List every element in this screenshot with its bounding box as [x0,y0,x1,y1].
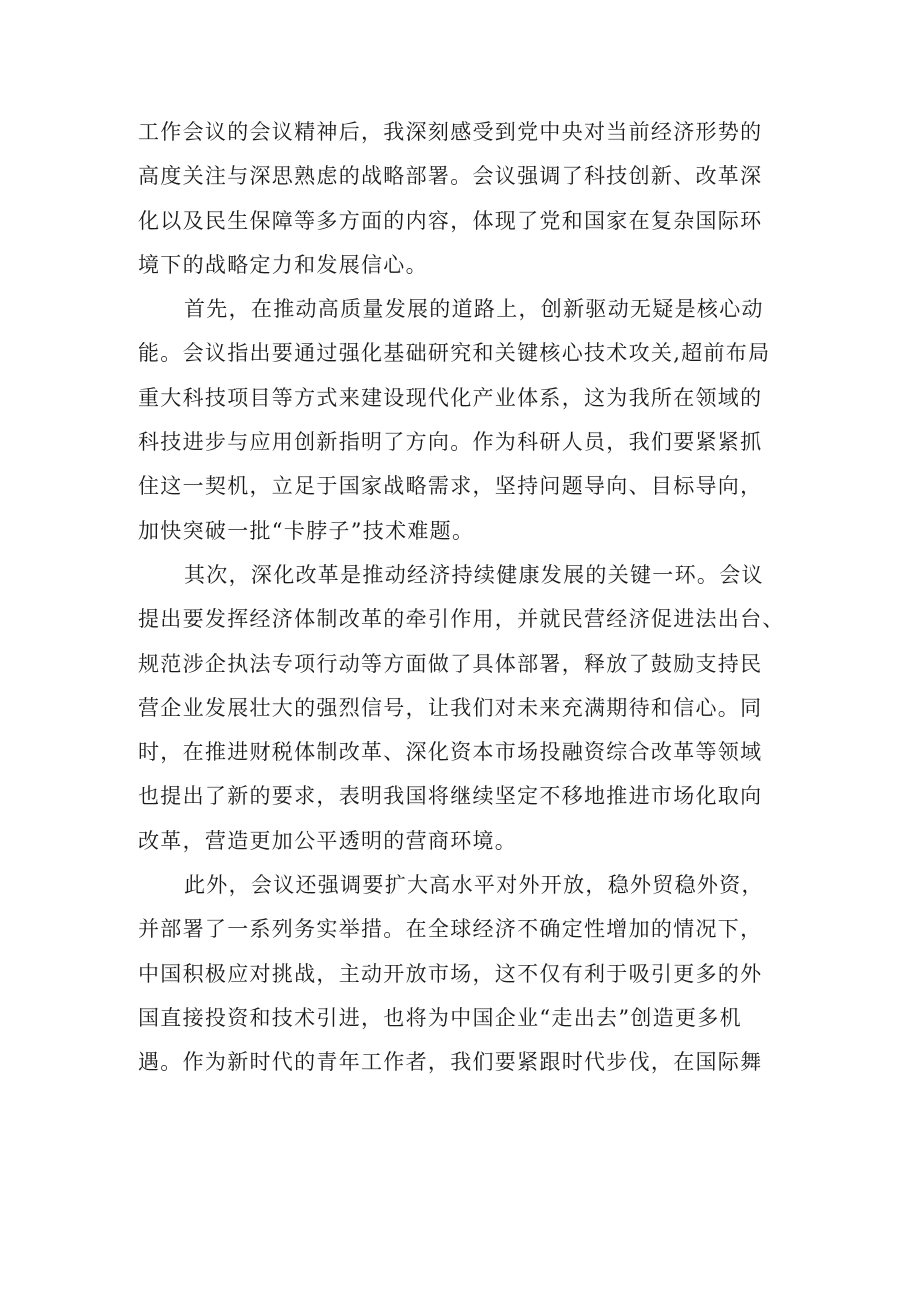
text-line: 加快突破一批“卡脖子”技术难题。 [138,518,475,543]
text-line: 境下的战略定力和发展信心。 [138,252,428,277]
paragraph-2 [138,287,798,553]
text-line: 规范涉企执法专项行动等方面做了具体部署，释放了鼓励支持民 [138,651,763,676]
text-line: 化以及民生保障等多方面的内容，体现了党和国家在复杂国际环 [138,208,763,233]
paragraph-4 [138,863,798,1084]
paragraph-1 [138,110,798,287]
text-line: 能。会议指出要通过强化基础研究和关键核心技术攻关,超前布局 [138,341,771,366]
text-line: 改革，营造更加公平透明的营商环境。 [138,828,518,853]
text-line: 并部署了一系列务实举措。在全球经济不确定性增加的情况下， [138,917,763,942]
paragraph-3 [138,553,798,863]
text-line: 首先，在推动高质量发展的道路上，创新驱动无疑是核心动 [184,297,764,322]
text-line: 国直接投资和技术引进，也将为中国企业“走出去”创造更多机 [138,1005,742,1030]
text-line: 科技进步与应用创新指明了方向。作为科研人员，我们要紧紧抓 [138,430,763,455]
text-line: 工作会议的会议精神后，我深刻感受到党中央对当前经济形势的 [138,120,763,144]
text-line: 高度关注与深思熟虑的战略部署。会议强调了科技创新、改革深 [138,164,763,189]
text-line: 重大科技项目等方式来建设现代化产业体系，这为我所在领域的 [138,385,763,410]
text-line: 其次，深化改革是推动经济持续健康发展的关键一环。会议 [184,562,764,587]
text-line: 住这一契机，立足于国家战略需求，坚持问题导向、目标导向， [138,474,763,499]
text-line: 提出要发挥经济体制改革的牵引作用，并就民营经济促进法出台、 [138,607,785,632]
text-line: 时，在推进财税体制改革、深化资本市场投融资综合改革等领域 [138,740,763,765]
text-line: 遇。作为新时代的青年工作者，我们要紧跟时代步伐，在国际舞 [138,1050,763,1075]
document-body [138,110,798,1085]
text-line: 也提出了新的要求，表明我国将继续坚定不移地推进市场化取向 [138,784,763,809]
text-line: 中国积极应对挑战，主动开放市场，这不仅有利于吸引更多的外 [138,961,763,986]
text-line: 此外，会议还强调要扩大高水平对外开放，稳外贸稳外资， [184,873,764,898]
text-line: 营企业发展壮大的强烈信号，让我们对未来充满期待和信心。同 [138,695,763,720]
